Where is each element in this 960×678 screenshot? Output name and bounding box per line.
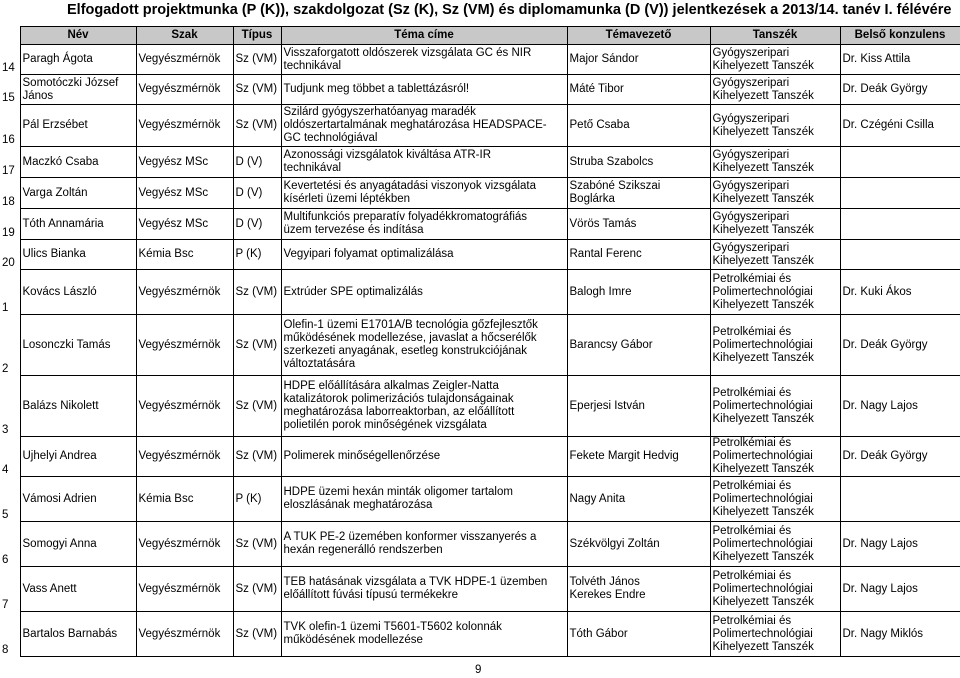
topic-title <box>281 522 567 567</box>
student-name-text: Balázs Nikolett <box>22 399 99 412</box>
supervisor <box>567 178 710 209</box>
major-text: Vegyészmérnök <box>138 537 221 550</box>
row-number-text: 14 <box>2 61 15 74</box>
applications-table <box>0 26 960 657</box>
internal-consultant <box>840 437 960 477</box>
row-number <box>0 567 20 612</box>
department <box>710 437 840 477</box>
major-text: Vegyészmérnök <box>138 399 221 412</box>
type <box>233 105 281 147</box>
student-name <box>20 522 136 567</box>
header-konzulens: Belső konzulens <box>840 27 960 45</box>
row-number-text: 1 <box>2 301 9 314</box>
internal-consultant <box>840 270 960 315</box>
department-text: Petrolkémiai és Polimertechnológiai Kihelyezett Tanszék <box>712 325 814 364</box>
student-name <box>20 567 136 612</box>
row-number-text: 3 <box>2 423 9 436</box>
topic-title-text: Polimerek minőségellenőrzése <box>283 450 441 462</box>
table-row <box>0 105 960 147</box>
row-number-text: 8 <box>2 643 9 656</box>
row-number-text: 17 <box>2 164 15 177</box>
supervisor <box>567 522 710 567</box>
student-name-text: Kovács László <box>22 285 97 298</box>
supervisor <box>567 376 710 437</box>
major-text: Vegyész MSc <box>138 217 209 230</box>
type-text: Sz (VM) <box>235 450 278 462</box>
topic-title-text: Tudjunk meg többet a tablettázásról! <box>283 83 470 95</box>
department <box>710 240 840 270</box>
header-tanszek: Tanszék <box>710 27 840 45</box>
supervisor <box>567 105 710 147</box>
major-text: Vegyészmérnök <box>138 285 221 298</box>
department <box>710 209 840 240</box>
row-number <box>0 477 20 522</box>
major-text: Vegyészmérnök <box>138 53 221 65</box>
type <box>233 567 281 612</box>
major-text: Vegyészmérnök <box>138 83 221 95</box>
internal-consultant <box>840 45 960 75</box>
supervisor <box>567 240 710 270</box>
internal-consultant-text: Dr. Nagy Miklós <box>842 627 924 640</box>
student-name <box>20 75 136 105</box>
supervisor <box>567 612 710 657</box>
department <box>710 567 840 612</box>
major-text: Vegyész MSc <box>138 155 209 168</box>
department-text: Petrolkémiai és Polimertechnológiai Kihelyezett Tanszék <box>712 437 814 475</box>
topic-title-text: Szilárd gyógyszerhatóanyag maradék oldószertartalmának meghatározása HEADSPACE- GC technológiával <box>283 106 547 144</box>
table-row <box>0 612 960 657</box>
department <box>710 75 840 105</box>
supervisor-text: Nagy Anita <box>569 492 626 505</box>
major-text: Vegyészmérnök <box>138 338 221 351</box>
row-number <box>0 209 20 240</box>
internal-consultant-text: Dr. Deák György <box>842 83 928 95</box>
header-nev: Név <box>20 27 136 45</box>
major-text: Vegyészmérnök <box>138 627 221 640</box>
topic-title-text: HDPE üzemi hexán minták oligomer tartalom eloszlásának meghatározása <box>283 486 513 511</box>
major-text: Vegyészmérnök <box>138 582 221 595</box>
department-text: Gyógyszeripari Kihelyezett Tanszék <box>712 241 814 267</box>
department <box>710 376 840 437</box>
supervisor-text: Struba Szabolcs <box>569 155 654 168</box>
supervisor-text: Barancsy Gábor <box>569 338 653 351</box>
type-text: D (V) <box>235 155 263 168</box>
department-text: Gyógyszeripari Kihelyezett Tanszék <box>712 149 814 174</box>
row-number-text: 18 <box>2 195 15 208</box>
topic-title <box>281 270 567 315</box>
student-name-text: Losonczki Tamás <box>22 338 111 351</box>
department <box>710 315 840 376</box>
internal-consultant-text: Dr. Nagy Lajos <box>842 582 918 595</box>
student-name-text: Bartalos Barnabás <box>22 627 118 640</box>
type-text: Sz (VM) <box>235 285 278 298</box>
department <box>710 147 840 178</box>
student-name <box>20 147 136 178</box>
document-title: Elfogadott projektmunka (P (K)), szakdolgozat (Sz (K), Sz (VM) és diplomamunka (D (V)) jelentkezések a 2013/14. tanév I. félévére <box>0 0 960 26</box>
table-row <box>0 45 960 75</box>
supervisor-text: Eperjesi István <box>569 399 645 412</box>
type <box>233 75 281 105</box>
num-header <box>0 27 20 45</box>
type-text: Sz (VM) <box>235 119 278 131</box>
supervisor-text: Balogh Imre <box>569 285 632 298</box>
department-text: Petrolkémiai és Polimertechnológiai Kihelyezett Tanszék <box>712 614 814 653</box>
student-name-text: Pál Erzsébet <box>22 119 88 131</box>
table-row <box>0 270 960 315</box>
department <box>710 477 840 522</box>
major-text: Vegyész MSc <box>138 186 209 199</box>
type <box>233 209 281 240</box>
row-number <box>0 45 20 75</box>
type <box>233 376 281 437</box>
department-text: Petrolkémiai és Polimertechnológiai Kihelyezett Tanszék <box>712 272 814 311</box>
topic-title <box>281 105 567 147</box>
department-text: Gyógyszeripari Kihelyezett Tanszék <box>712 76 814 102</box>
table-row <box>0 567 960 612</box>
department <box>710 612 840 657</box>
internal-consultant <box>840 178 960 209</box>
row-number <box>0 178 20 209</box>
student-name <box>20 315 136 376</box>
internal-consultant <box>840 376 960 437</box>
topic-title-text: Azonossági vizsgálatok kiváltása ATR-IR technikával <box>283 149 492 174</box>
row-number <box>0 270 20 315</box>
row-number-text: 4 <box>2 463 9 476</box>
row-number <box>0 105 20 147</box>
topic-title-text: Visszaforgatott oldószerek vizsgálata GC és NIR technikával <box>283 46 532 72</box>
student-name-text: Ulics Bianka <box>22 248 86 260</box>
supervisor <box>567 147 710 178</box>
major <box>136 270 233 315</box>
supervisor-text: Tolvéth János Kerekes Endre <box>569 576 646 601</box>
row-number <box>0 522 20 567</box>
internal-consultant <box>840 75 960 105</box>
topic-title-text: Extrúder SPE optimalizálás <box>283 285 423 298</box>
internal-consultant <box>840 477 960 522</box>
internal-consultant <box>840 522 960 567</box>
table-row <box>0 240 960 270</box>
department-text: Gyógyszeripari Kihelyezett Tanszék <box>712 112 814 138</box>
type-text: Sz (VM) <box>235 537 278 550</box>
type <box>233 477 281 522</box>
topic-title <box>281 612 567 657</box>
internal-consultant-text: Dr. Deák György <box>842 450 928 462</box>
header-szak: Szak <box>136 27 233 45</box>
topic-title-text: Olefin-1 üzemi E1701A/B tecnológia gőzfejlesztők működésének modellezése, javaslat a hőcserélők szerkezeti anyagának, esetleg konstrukciójának változtatására <box>283 319 538 370</box>
supervisor-text: Fekete Margit Hedvig <box>569 450 679 462</box>
supervisor-text: Vörös Tamás <box>569 217 637 230</box>
department <box>710 270 840 315</box>
major <box>136 376 233 437</box>
department <box>710 178 840 209</box>
internal-consultant-text: Dr. Nagy Lajos <box>842 537 918 550</box>
type-text: Sz (VM) <box>235 53 278 65</box>
major <box>136 105 233 147</box>
supervisor <box>567 567 710 612</box>
student-name-text: Vámosi Adrien <box>22 492 97 505</box>
row-number-text: 6 <box>2 553 9 566</box>
topic-title <box>281 240 567 270</box>
type-text: Sz (VM) <box>235 582 278 595</box>
student-name <box>20 437 136 477</box>
major <box>136 240 233 270</box>
department-text: Petrolkémiai és Polimertechnológiai Kihelyezett Tanszék <box>712 569 814 608</box>
major <box>136 209 233 240</box>
department <box>710 105 840 147</box>
student-name-text: Tóth Annamária <box>22 217 104 230</box>
student-name-text: Ujhelyi Andrea <box>22 450 97 462</box>
table-row <box>0 178 960 209</box>
department-text: Gyógyszeripari Kihelyezett Tanszék <box>712 180 814 205</box>
row-number-text: 15 <box>2 91 15 104</box>
table-row <box>0 315 960 376</box>
student-name <box>20 178 136 209</box>
topic-title <box>281 376 567 437</box>
type-text: P (K) <box>235 248 262 260</box>
row-number <box>0 147 20 178</box>
student-name <box>20 209 136 240</box>
major <box>136 45 233 75</box>
major <box>136 567 233 612</box>
internal-consultant <box>840 315 960 376</box>
supervisor-text: Székvölgyi Zoltán <box>569 537 660 550</box>
department-text: Petrolkémiai és Polimertechnológiai Kihelyezett Tanszék <box>712 524 814 563</box>
student-name <box>20 105 136 147</box>
student-name-text: Vass Anett <box>22 582 77 595</box>
type-text: D (V) <box>235 217 263 230</box>
supervisor-text: Major Sándor <box>569 53 639 65</box>
supervisor <box>567 270 710 315</box>
topic-title <box>281 178 567 209</box>
topic-title <box>281 209 567 240</box>
student-name-text: Somogyi Anna <box>22 537 97 550</box>
type <box>233 147 281 178</box>
internal-consultant <box>840 209 960 240</box>
topic-title-text: Vegyipari folyamat optimalizálása <box>283 248 454 260</box>
supervisor <box>567 209 710 240</box>
topic-title <box>281 147 567 178</box>
type-text: Sz (VM) <box>235 83 278 95</box>
student-name-text: Varga Zoltán <box>22 186 88 199</box>
major-text: Kémia Bsc <box>138 492 194 505</box>
department-text: Gyógyszeripari Kihelyezett Tanszék <box>712 211 814 236</box>
supervisor <box>567 45 710 75</box>
row-number <box>0 437 20 477</box>
internal-consultant <box>840 612 960 657</box>
row-number <box>0 376 20 437</box>
row-number-text: 2 <box>2 362 9 375</box>
topic-title-text: HDPE előállítására alkalmas Zeigler-Natta katalizátorok polimerizációs tulajdonságainak meghatározása laborreaktorban, az előállított polietilén porok minőségének vizsgálata <box>283 380 515 431</box>
internal-consultant-text: Dr. Deák György <box>842 338 928 351</box>
table-row <box>0 376 960 437</box>
student-name <box>20 45 136 75</box>
header-temavezeto: Témavezető <box>567 27 710 45</box>
type-text: Sz (VM) <box>235 627 278 640</box>
type <box>233 270 281 315</box>
department <box>710 522 840 567</box>
internal-consultant <box>840 567 960 612</box>
row-number <box>0 315 20 376</box>
page-number: 9 <box>475 664 482 676</box>
supervisor <box>567 437 710 477</box>
table-row <box>0 75 960 105</box>
student-name-text: Maczkó Csaba <box>22 155 99 168</box>
topic-title-text: Multifunkciós preparatív folyadékkromatográfiás üzem tervezése és indítása <box>283 211 528 236</box>
internal-consultant-text: Dr. Czégéni Csilla <box>842 119 934 131</box>
department <box>710 45 840 75</box>
student-name-text: Somotóczki József János <box>22 76 119 102</box>
supervisor-text: Máté Tibor <box>569 83 624 95</box>
table-row <box>0 147 960 178</box>
major <box>136 477 233 522</box>
type-text: Sz (VM) <box>235 399 278 412</box>
supervisor <box>567 477 710 522</box>
department-text: Petrolkémiai és Polimertechnológiai Kihelyezett Tanszék <box>712 479 814 518</box>
major <box>136 178 233 209</box>
supervisor-text: Rantal Ferenc <box>569 248 642 260</box>
row-number-text: 19 <box>2 226 15 239</box>
student-name <box>20 612 136 657</box>
row-number-text: 20 <box>2 256 15 269</box>
student-name <box>20 270 136 315</box>
table-row <box>0 477 960 522</box>
table-row <box>0 209 960 240</box>
supervisor <box>567 315 710 376</box>
topic-title-text: TVK olefin-1 üzemi T5601-T5602 kolonnák működésének modellezése <box>283 621 502 646</box>
student-name <box>20 240 136 270</box>
topic-title <box>281 477 567 522</box>
topic-title-text: A TUK PE-2 üzemében konformer visszanyerés a hexán regenerálló rendszerben <box>283 531 537 556</box>
row-number-text: 16 <box>2 133 15 146</box>
row-number <box>0 75 20 105</box>
internal-consultant-text: Dr. Kuki Ákos <box>842 285 912 298</box>
department-text: Gyógyszeripari Kihelyezett Tanszék <box>712 46 814 72</box>
internal-consultant <box>840 240 960 270</box>
supervisor-text: Tóth Gábor <box>569 627 628 640</box>
header-tema: Téma címe <box>281 27 567 45</box>
type-text: Sz (VM) <box>235 338 278 351</box>
table-row <box>0 522 960 567</box>
supervisor-text: Szabóné Szikszai Boglárka <box>569 180 661 205</box>
major-text: Vegyészmérnök <box>138 119 221 131</box>
major <box>136 147 233 178</box>
row-number <box>0 612 20 657</box>
type <box>233 45 281 75</box>
major <box>136 315 233 376</box>
topic-title-text: TEB hatásának vizsgálata a TVK HDPE-1 üzemben előállított fúvási típusú termékekre <box>283 576 548 601</box>
major <box>136 75 233 105</box>
type <box>233 612 281 657</box>
student-name-text: Paragh Ágota <box>22 53 93 65</box>
internal-consultant-text: Dr. Kiss Attila <box>842 53 911 65</box>
type-text: D (V) <box>235 186 263 199</box>
supervisor-text: Pető Csaba <box>569 119 630 131</box>
supervisor <box>567 75 710 105</box>
row-number-text: 7 <box>2 598 9 611</box>
student-name <box>20 477 136 522</box>
type <box>233 240 281 270</box>
topic-title <box>281 437 567 477</box>
type <box>233 315 281 376</box>
major <box>136 437 233 477</box>
student-name <box>20 376 136 437</box>
major-text: Vegyészmérnök <box>138 450 221 462</box>
major <box>136 612 233 657</box>
type-text: P (K) <box>235 492 262 505</box>
table-header-row <box>0 27 960 45</box>
type <box>233 522 281 567</box>
topic-title-text: Kevertetési és anyagátadási viszonyok vizsgálata kísérleti üzemi léptékben <box>283 180 537 205</box>
major <box>136 522 233 567</box>
type <box>233 437 281 477</box>
topic-title <box>281 75 567 105</box>
topic-title <box>281 45 567 75</box>
topic-title <box>281 315 567 376</box>
internal-consultant-text: Dr. Nagy Lajos <box>842 399 918 412</box>
table-row <box>0 437 960 477</box>
topic-title <box>281 567 567 612</box>
department-text: Petrolkémiai és Polimertechnológiai Kihelyezett Tanszék <box>712 386 814 425</box>
row-number <box>0 240 20 270</box>
header-tipus: Típus <box>233 27 281 45</box>
row-number-text: 5 <box>2 508 9 521</box>
internal-consultant <box>840 147 960 178</box>
internal-consultant <box>840 105 960 147</box>
major-text: Kémia Bsc <box>138 248 194 260</box>
type <box>233 178 281 209</box>
